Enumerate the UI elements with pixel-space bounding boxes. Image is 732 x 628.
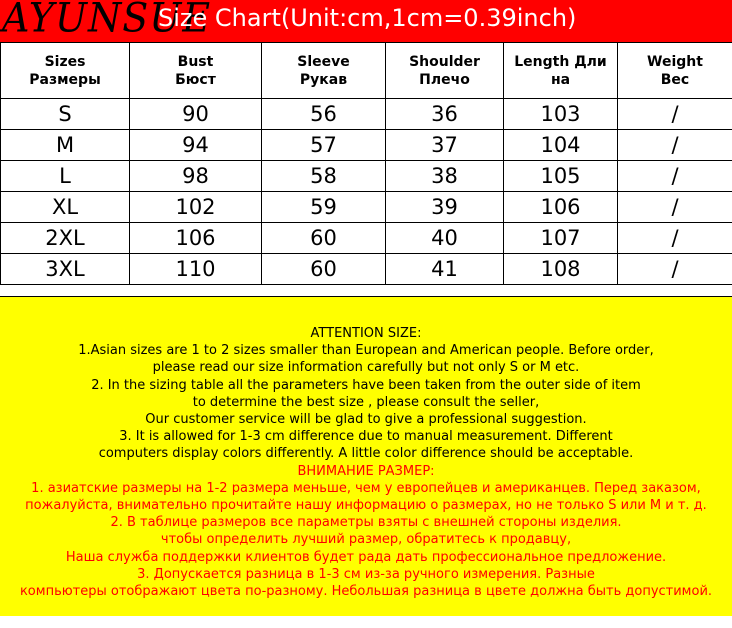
cell-weight: / bbox=[618, 223, 732, 254]
notice-ru-line: чтобы определить лучший размер, обратитесь к продавцу, bbox=[160, 532, 572, 548]
cell-sleeve: 60 bbox=[262, 223, 386, 254]
table-header-row bbox=[1, 43, 732, 99]
table-row bbox=[1, 192, 732, 223]
table-row bbox=[1, 130, 732, 161]
cell-weight: / bbox=[618, 161, 732, 192]
notice-en-line: to determine the best size , please consult the seller, bbox=[192, 394, 540, 410]
cell-weight: / bbox=[618, 99, 732, 130]
notice-ru-line: компьютеры отображают цвета по-разному. Небольшая разница в цвете должна быть допустимой. bbox=[19, 584, 713, 600]
notice-ru-line: 3. Допускается разница в 1-3 см из-за ручного измерения. Разные bbox=[137, 566, 595, 582]
cell-bust: 94 bbox=[130, 130, 262, 161]
notice-en-line: 2. In the sizing table all the parameters have been taken from the outer side of item bbox=[91, 377, 641, 393]
cell-shoulder: 38 bbox=[386, 161, 504, 192]
cell-weight: / bbox=[618, 254, 732, 285]
cell-bust: 102 bbox=[130, 192, 262, 223]
cell-length: 106 bbox=[504, 192, 618, 223]
table-row bbox=[1, 161, 732, 192]
cell-length: 107 bbox=[504, 223, 618, 254]
cell-shoulder: 36 bbox=[386, 99, 504, 130]
column-header-length: Length Дли на bbox=[504, 43, 618, 99]
cell-bust: 98 bbox=[130, 161, 262, 192]
notice-en-line: computers display colors differently. A little color difference should be acceptable. bbox=[98, 446, 634, 462]
cell-weight: / bbox=[618, 192, 732, 223]
size-table bbox=[0, 42, 732, 285]
column-header-sizes: Sizes Размеры bbox=[1, 43, 130, 99]
bottom-margin bbox=[0, 616, 732, 628]
cell-length: 103 bbox=[504, 99, 618, 130]
cell-length: 104 bbox=[504, 130, 618, 161]
notice-en-line: please read our size information carefully but not only S or M etc. bbox=[152, 360, 580, 376]
cell-shoulder: 40 bbox=[386, 223, 504, 254]
cell-length: 108 bbox=[504, 254, 618, 285]
cell-size: S bbox=[1, 99, 130, 130]
cell-bust: 90 bbox=[130, 99, 262, 130]
column-header-weight: Weight Вес bbox=[618, 43, 732, 99]
cell-sleeve: 57 bbox=[262, 130, 386, 161]
cell-length: 105 bbox=[504, 161, 618, 192]
column-header-bust: Bust Бюст bbox=[130, 43, 262, 99]
notice-en-line: ATTENTION SIZE: bbox=[310, 326, 422, 341]
cell-shoulder: 41 bbox=[386, 254, 504, 285]
brand-logo: AYUNSUE bbox=[2, 0, 212, 42]
notice-ru-line: пожалуйста, внимательно прочитайте нашу информацию о размерах, но не только S или M и т. д. bbox=[25, 498, 707, 514]
cell-weight: / bbox=[618, 130, 732, 161]
table-row bbox=[1, 254, 732, 285]
cell-size: XL bbox=[1, 192, 130, 223]
cell-sleeve: 58 bbox=[262, 161, 386, 192]
table-row bbox=[1, 223, 732, 254]
notice-en-line: 3. It is allowed for 1-3 cm difference due to manual measurement. Different bbox=[119, 429, 613, 445]
column-header-sleeve: Sleeve Рукав bbox=[262, 43, 386, 99]
notice-ru-line: 1. азиатские размеры на 1-2 размера меньше, чем у европейцев и американцев. Перед заказом, bbox=[31, 480, 701, 496]
column-header-shoulder: Shoulder Плечо bbox=[386, 43, 504, 99]
cell-sleeve: 60 bbox=[262, 254, 386, 285]
cell-sleeve: 59 bbox=[262, 192, 386, 223]
size-chart-title: Size Chart(Unit:cm,1cm=0.39inch) bbox=[158, 4, 577, 32]
cell-size: 3XL bbox=[1, 254, 130, 285]
cell-bust: 106 bbox=[130, 223, 262, 254]
cell-size: L bbox=[1, 161, 130, 192]
notice-ru-line: Наша служба поддержки клиентов будет рада дать профессиональное предложение. bbox=[65, 549, 667, 565]
cell-shoulder: 37 bbox=[386, 130, 504, 161]
notice-ru-line: ВНИМАНИЕ РАЗМЕР: bbox=[297, 463, 435, 479]
cell-size: M bbox=[1, 130, 130, 161]
cell-sleeve: 56 bbox=[262, 99, 386, 130]
size-chart-header bbox=[0, 0, 732, 43]
cell-shoulder: 39 bbox=[386, 192, 504, 223]
notice-en-line: Our customer service will be glad to give a professional suggestion. bbox=[145, 412, 587, 428]
notice-en-line: 1.Asian sizes are 1 to 2 sizes smaller than European and American people. Before order, bbox=[78, 343, 654, 359]
cell-size: 2XL bbox=[1, 223, 130, 254]
attention-notice bbox=[0, 296, 732, 617]
notice-ru-line: 2. В таблице размеров все параметры взяты с внешней стороны изделия. bbox=[110, 515, 622, 531]
cell-bust: 110 bbox=[130, 254, 262, 285]
table-row bbox=[1, 99, 732, 130]
